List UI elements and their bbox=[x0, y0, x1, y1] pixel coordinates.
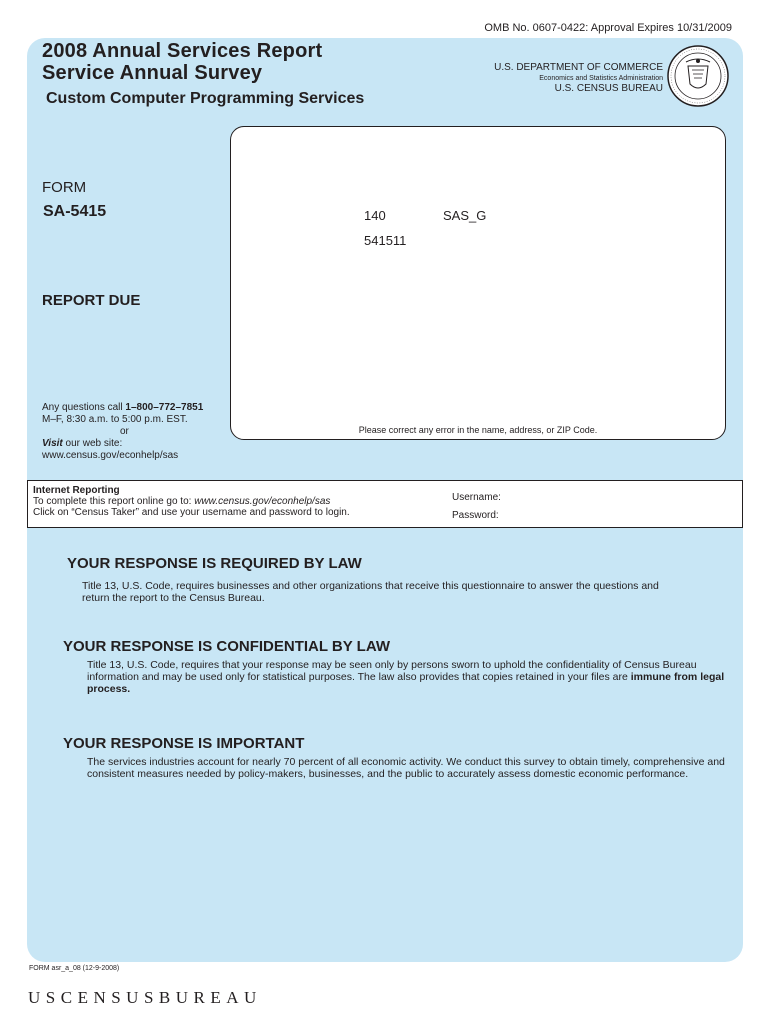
visit-rest: our web site: bbox=[62, 438, 123, 449]
help-website-link[interactable]: www.census.gov/econhelp/sas bbox=[42, 450, 179, 461]
internet-reporting-heading: Internet Reporting bbox=[33, 485, 120, 496]
important-text: The services industries account for nearly 70 percent of all economic activity. We conduct this survey to obtain timely, comprehensive and consistent measures needed by policy-makers, businesses, and the public to accurately assess domestic economic performance. bbox=[87, 756, 725, 780]
address-code-1: 140 bbox=[364, 208, 386, 223]
industry-subtitle: Custom Computer Programming Services bbox=[46, 90, 365, 107]
census-bureau-wordmark: USCENSUSBUREAU bbox=[28, 988, 262, 1007]
confidential-text-body: Title 13, U.S. Code, requires that your response may be seen only by persons sworn to uphold the confidentiality of Census Bureau information and may be used only for statistical purposes. The law also provides that copies retained in your files are bbox=[87, 659, 697, 683]
address-correction-note: Please correct any error in the name, address, or ZIP Code. bbox=[358, 425, 598, 435]
phone-number: 1–800–772–7851 bbox=[125, 402, 204, 413]
department-block bbox=[494, 62, 663, 94]
required-by-law-text: Title 13, U.S. Code, requires businesses and other organizations that receive this questionnaire to answer the questions and return the report to the Census Bureau. bbox=[82, 580, 659, 604]
survey-title: Service Annual Survey bbox=[42, 62, 263, 84]
form-label: FORM bbox=[42, 179, 87, 196]
report-title: 2008 Annual Services Report bbox=[42, 40, 323, 62]
form-identifier: FORM asr_a_08 (12-9-2008) bbox=[29, 965, 120, 972]
required-by-law-heading: YOUR RESPONSE IS REQUIRED BY LAW bbox=[67, 555, 362, 572]
omb-approval-notice: OMB No. 0607-0422: Approval Expires 10/31/2009 bbox=[484, 22, 732, 34]
naics-code: 541511 bbox=[364, 233, 407, 248]
confidential-text-bold: immune from legal process. bbox=[87, 671, 725, 695]
username-label: Username: bbox=[452, 492, 501, 503]
confidential-text bbox=[87, 659, 727, 695]
or-text: or bbox=[120, 426, 129, 437]
internet-instructions-line2: Click on “Census Taker” and use your username and password to login. bbox=[33, 507, 350, 518]
important-heading: YOUR RESPONSE IS IMPORTANT bbox=[63, 735, 305, 752]
online-prefix: To complete this report online go to: bbox=[33, 496, 195, 507]
form-number: SA-5415 bbox=[43, 203, 107, 220]
administration-name: Economics and Statistics Administration bbox=[539, 75, 663, 82]
department-name: U.S. DEPARTMENT OF COMMERCE bbox=[494, 62, 663, 73]
department-seal-icon bbox=[666, 44, 730, 108]
address-code-2: SAS_G bbox=[443, 208, 487, 223]
visit-label: Visit bbox=[42, 438, 63, 449]
report-due-label: REPORT DUE bbox=[42, 292, 141, 309]
mailing-address-box bbox=[230, 126, 726, 440]
call-prefix: Any questions call bbox=[42, 402, 126, 413]
online-url-link[interactable]: www.census.gov/econhelp/sas bbox=[194, 496, 331, 507]
internet-instructions-line1 bbox=[33, 496, 330, 507]
password-label: Password: bbox=[452, 510, 499, 521]
internet-reporting-box bbox=[27, 480, 743, 528]
office-hours: M–F, 8:30 a.m. to 5:00 p.m. EST. bbox=[42, 414, 188, 425]
bureau-name: U.S. CENSUS BUREAU bbox=[554, 83, 663, 94]
contact-info bbox=[42, 402, 203, 462]
confidential-heading: YOUR RESPONSE IS CONFIDENTIAL BY LAW bbox=[63, 638, 390, 655]
